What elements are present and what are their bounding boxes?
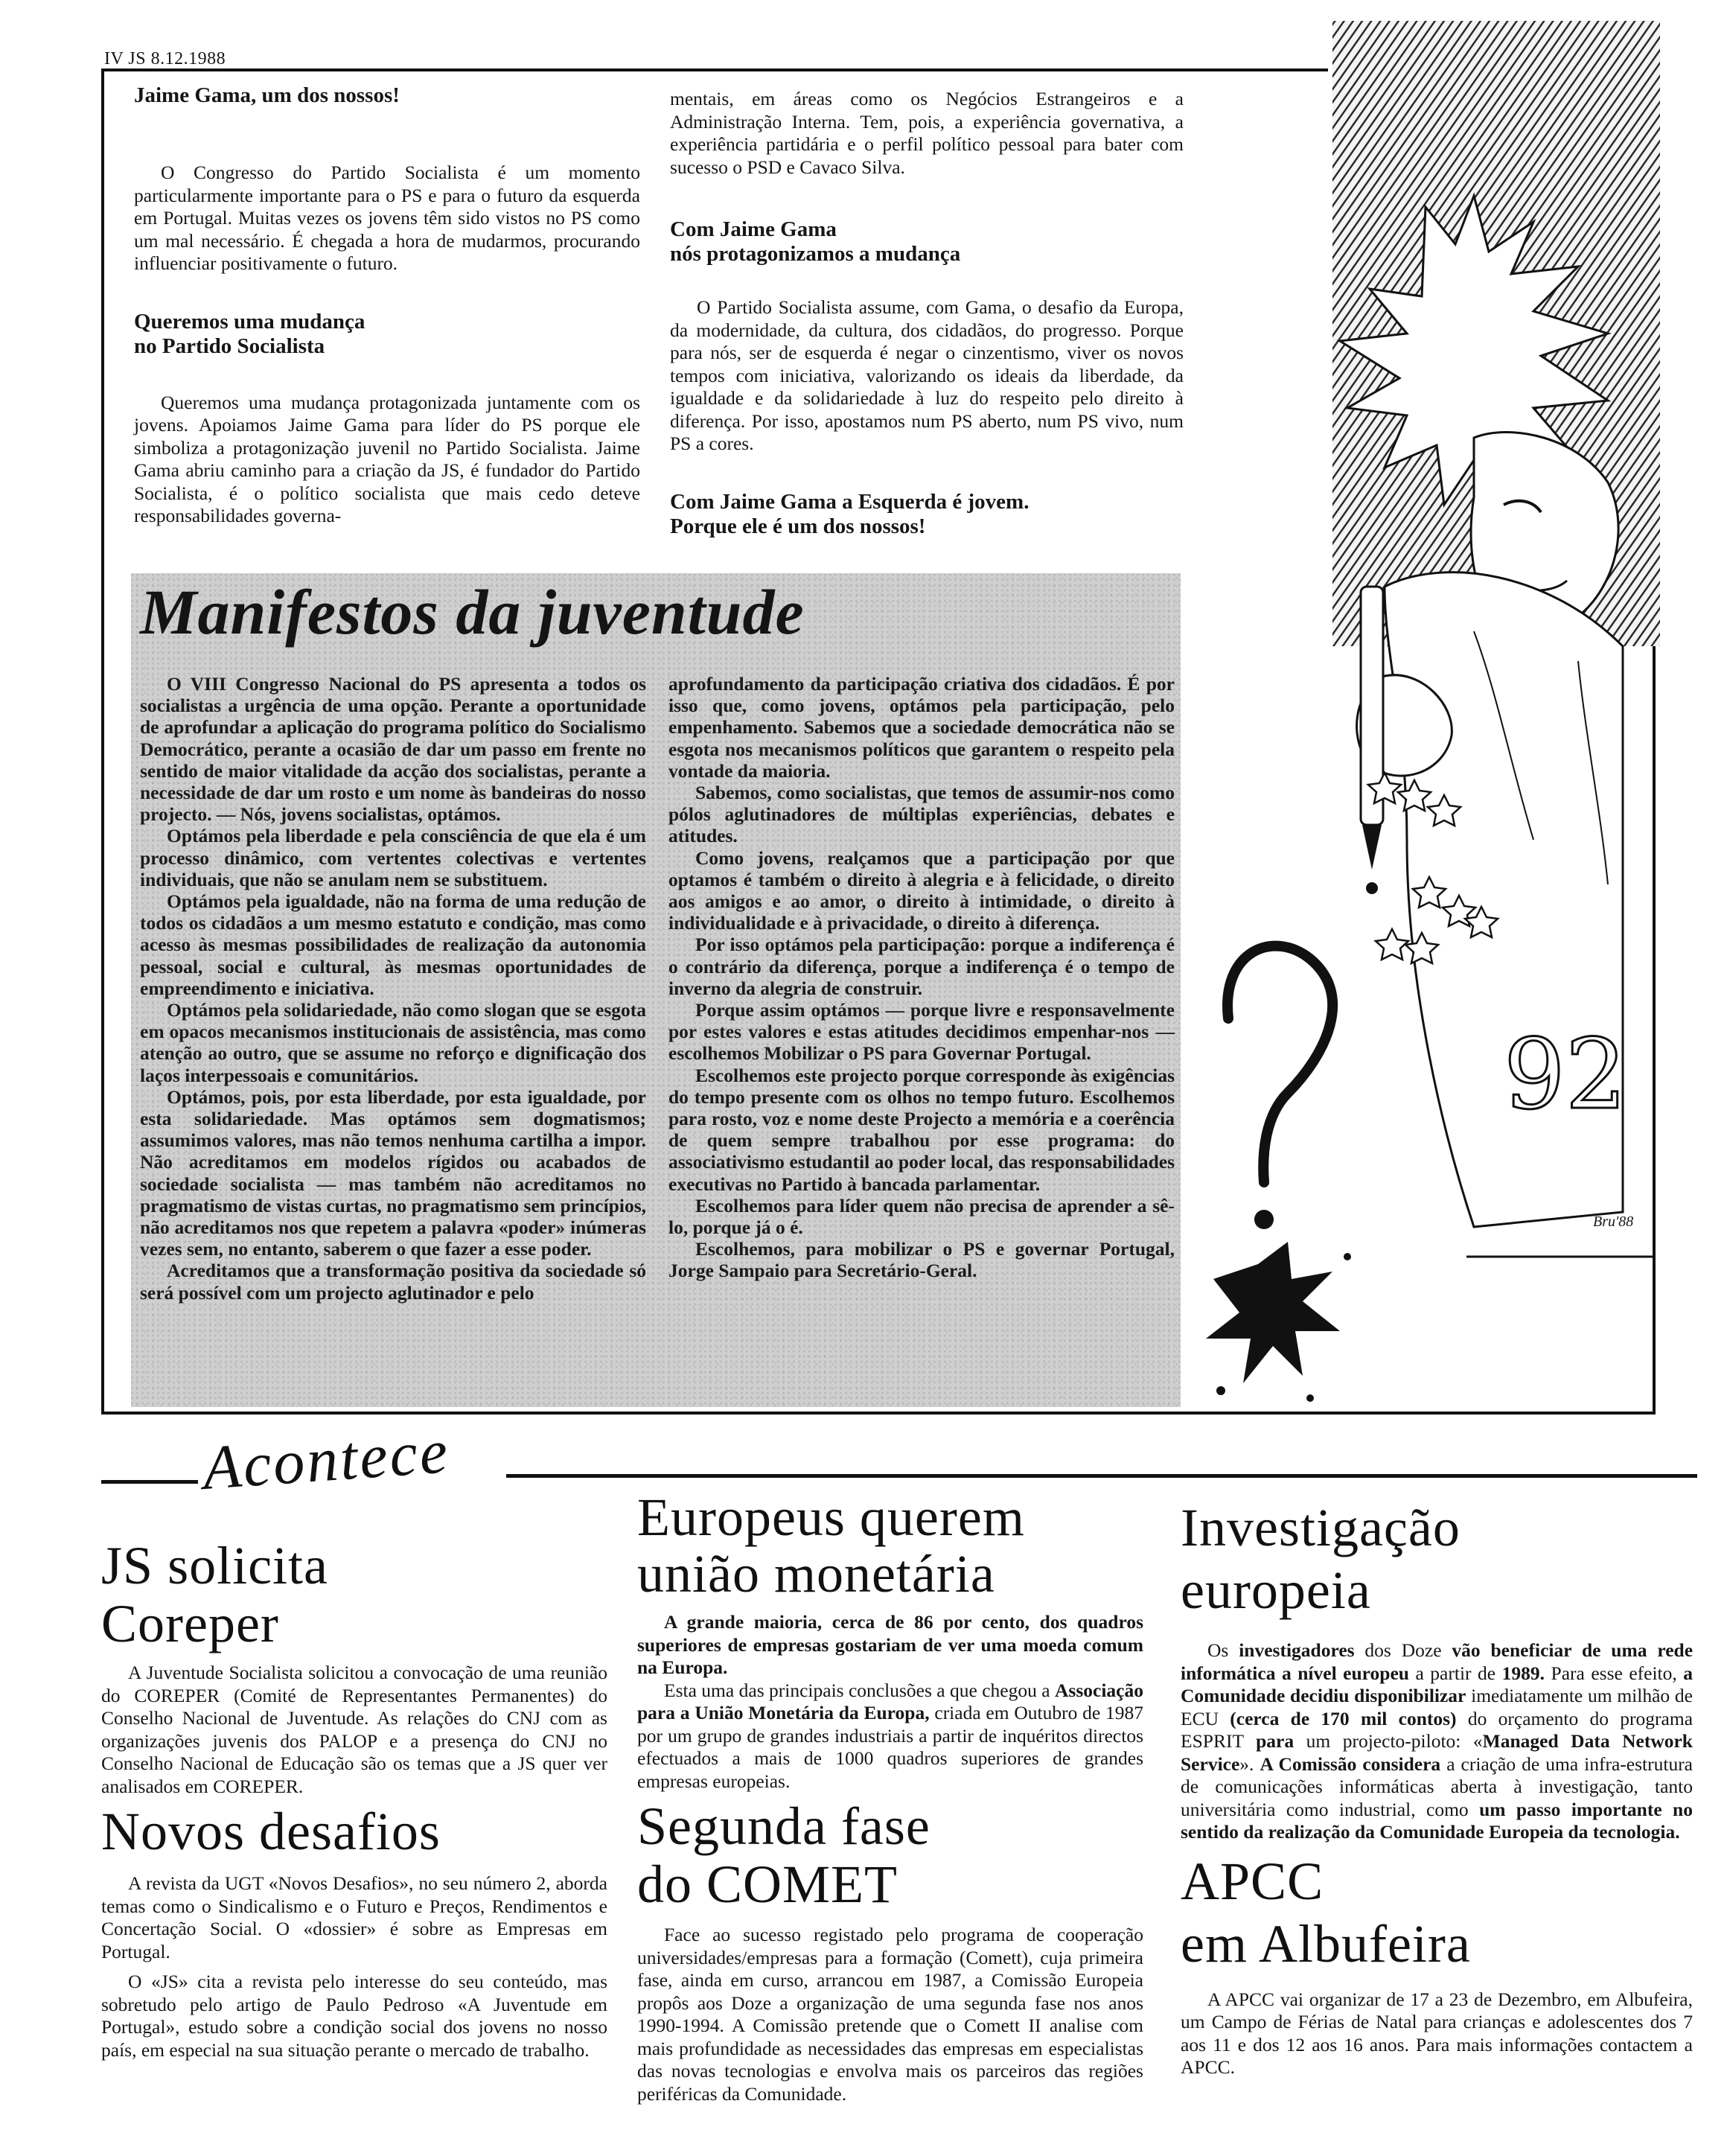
top-right-column [670, 88, 1184, 539]
manifest-right-paragraph: Escolhemos para líder quem não precisa de aprender a sê-lo, porque já o é. [668, 1194, 1175, 1239]
manifest-right-paragraph: Escolhemos, para mobilizar o PS e governar Portugal, Jorge Sampaio para Secretário-Geral. [668, 1238, 1175, 1282]
apcc-body: A APCC vai organizar de 17 a 23 de Dezembro, em Albufeira, um Campo de Férias de Natal para crianças e adolescentes dos 7 aos 11 e dos 12 aos 16 anos. Para mais informações contactem a APCC. [1181, 1988, 1693, 2078]
headline-comet: Segunda fase do COMET [637, 1796, 930, 1914]
manifest-left-paragraph: Optámos, pois, por esta liberdade, por esta igualdade, por esta solidariedade. Mas optámos sem dogmatismos; assumimos valores, mas não temos nenhuma cartilha a impor. Não acreditamos em modelos rígidos ou acabados de sociedade socialista — mas também não acreditamos no pragmatismo de vistas curtas, no pragmatismo sem princípios, não acreditamos nos que repetem a palavra «poder» inúmeras vezes sem, no entanto, saberem o que fazer a esse poder. [140, 1085, 646, 1260]
ink-splat-icon [1206, 1242, 1340, 1383]
acontece-rule-left [101, 1480, 198, 1484]
top-left-column [134, 83, 640, 528]
cartoon-illustration [1161, 21, 1667, 1420]
manifest-right-paragraph: Como jovens, realçamos que a participação por que optamos é também o direito à alegria e à felicidade, o direito aos amigos e ao amor, o direito à intimidade, o direito à individualidade e à privacidade, o direito à diferença. [668, 846, 1175, 934]
js-coreper-body: A Juventude Socialista solicitou a convocação de uma reunião do COREPER (Comité de Representantes Permanentes) do Conselho Nacional de Juventude. As relações do CNJ com as organizações juvenis dos PALOP e a presença do CNJ no Conselho Nacional de Educação são os temas que a JS quer ver analisados em COREPER. [101, 1662, 607, 1797]
manifest-right-paragraph: aprofundamento da participação criativa dos cidadãos. É por isso que, como jovens, optámos pela participação, pelo empenhamento. Sabemos que a sociedade democrática não se esgota nos mecanismos políticos que garantem o respeito pela vontade da maioria. [668, 673, 1175, 782]
headline-apcc: APCC em Albufeira [1181, 1851, 1471, 1974]
top-frame-left [101, 68, 104, 1415]
manifest-right-paragraph: Por isso optámos pela participação: porque a indiferença é o contrário da diferença, porque a indiferença é o tempo de inverno da alegria de construir. [668, 934, 1175, 999]
question-mark-icon [1228, 946, 1332, 1182]
shirt-number-92: 92 [1504, 1018, 1627, 1131]
manifest-left-paragraph: Optámos pela igualdade, não na forma de uma redução de todos os cidadãos a um mesmo estatuto e condição, mas como acesso às mesmas possibilidades de realização da autonomia pessoal, social e cultural, às mesmas oportunidades de empreendimento e iniciativa. [140, 890, 646, 999]
investigacao-body: Os investigadores dos Doze vão beneficiar de uma rede informática a nível europeu a partir de 1989. Para esse efeito, a Comunidade decidiu disponibilizar imediatamente um milhão de ECU (cerca de 170 mil contos) do orçamento do programa ESPRIT para um projecto-piloto: «Managed Data Network Service». A Comissão considera a criação de uma infra-estrutura de comunicações informáticas aberta à investigação, tanto universitária como industrial, como um passo importante no sentido da realização da Comunidade Europeia da tecnologia. [1181, 1639, 1694, 1843]
acontece-rule-right [506, 1474, 1697, 1478]
manifest-right-paragraph: Escolhemos este projecto porque corresponde às exigências do tempo presente com os olhos no tempo futuro. Escolhemos para rosto, voz e nome deste Projecto a memória e a coerência de quem sempre trabalhou por esse programa: do associativismo estudantil ao poder local, das responsabilidades executivas no Partido à bancada parlamentar. [668, 1064, 1175, 1195]
subhead-queremos: Queremos uma mudança no Partido Socialista [134, 309, 365, 358]
investigacao-block [1181, 1496, 1693, 2079]
illustration-signature: Bru'88 [1593, 1213, 1634, 1230]
manifest-right-paragraph: Sabemos, como socialistas, que temos de assumir-nos como pólos aglutinadores de múltiplas experiências, debates e atitudes. [668, 782, 1175, 847]
comet-body: Face ao sucesso registado pelo programa de cooperação universidades/empresas para a formação (Comett), cuja primeira fase, ainda em curso, arrancou em 1987, a Comissão Europeia propôs aos Doze a organização de uma segunda fase nos anos 1990-1994. A Comissão pretende que o Comett II analise com mais profundidade as necessidades das empresas em especialistas das novas tecnologias e envolva mais os parceiros das regiões periféricas da Comunidade. [637, 1924, 1143, 2105]
article-cont: mentais, em áreas como os Negócios Estrangeiros e a Administração Interna. Tem, pois, a experiência governativa, a experiência partidária e o perfil político pessoal para bater com sucesso o PSD e Cavaco Silva. [670, 88, 1184, 178]
manifest-left-column [140, 673, 646, 1304]
headline-europeus: Europeus querem união monetária [637, 1487, 1025, 1604]
article-para-right: O Partido Socialista assume, com Gama, o desafio da Europa, da modernidade, da cultura, dos cidadãos, do progresso. Porque para nós, ser de esquerda é negar o cinzentismo, viver os novos tempos com iniciativa, valorizando os ideais da liberdade, da igualdade e da solidariedade à luz do respeito pelo direito à diferença. Por isso, apostamos num PS aberto, num PS vivo, num PS a cores. [670, 296, 1184, 454]
manifest-left-paragraph: Optámos pela liberdade e pela consciência de que ela é um processo dinâmico, com vertentes colectivas e vertentes individuais, que não se anulam nem se substituem. [140, 825, 646, 890]
article-para-2: Queremos uma mudança protagonizada juntamente com os jovens. Apoiamos Jaime Gama para líder do PS porque ele simboliza a protagonização juvenil no Partido Socialista. Jaime Gama abriu caminho para a criação da JS, é fundador do Partido Socialista, é o político socialista que mais cedo deteve responsabilidades governa- [134, 391, 640, 526]
headline-investigacao: Investigação europeia [1181, 1498, 1461, 1620]
issue-line: IV JS 8.12.1988 [104, 49, 226, 68]
europeus-block [637, 1489, 1143, 2105]
manifest-right-paragraph: Porque assim optámos — porque livre e responsavelmente por estes valores e estas atitudes decidimos empenhar-nos — escolhemos Mobilizar o PS para Governar Portugal. [668, 999, 1175, 1065]
star-icon [1376, 929, 1408, 960]
acontece-banner: Acontece [200, 1417, 452, 1504]
js-coreper-block [101, 1537, 607, 2061]
header-rule [101, 68, 1328, 71]
subhead-com-gama: Com Jaime Gama nós protagonizamos a mudança [670, 217, 961, 266]
headline-novos-desafios: Novos desafios [101, 1802, 441, 1861]
europeus-body: A grande maioria, cerca de 86 por cento, dos quadros superiores de empresas gostariam de ver uma moeda comum na Europa. Esta uma das principais conclusões a que chegou a Associação para a União Monetária da Europa, criada em Outubro de 1987 por um grupo de grandes industriais a partir de inquéritos directos efectuados a mais de 1000 quadros superiores de grandes empresas europeias. [637, 1611, 1143, 1792]
manifest-title: Manifestos da juventude [140, 576, 805, 648]
article-closing: Com Jaime Gama a Esquerda é jovem. Porque ele é um dos nossos! [670, 489, 1030, 538]
manifest-right-column [668, 673, 1175, 1282]
manifest-left-paragraph: O VIII Congresso Nacional do PS apresenta a todos os socialistas a urgência de uma opção. Perante a oportunidade de aprofundar a aplicação do programa político do Socialismo Democrático, perante a ocasião de dar um passo em frente no sentido de maior vitalidade da acção dos socialistas, perante a necessidade de dar um rosto e um nome às bandeiras do nosso projecto. — Nós, jovens socialistas, optámos. [140, 673, 646, 826]
headline-js-coreper: JS solicita Coreper [101, 1536, 329, 1653]
novos-desafios-body: A revista da UGT «Novos Desafios», no seu número 2, aborda temas como o Sindicalismo e o Futuro e Preços, Rendimentos e Concertação Social. O «dossier» é sobre as Empresas em Portugal. O «JS» cita a revista pelo interesse do seu conteúdo, mas sobretudo pelo artigo de Paulo Pedroso «A Juventude em Portugal», estudo sobre a condição social dos jovens no nosso país, em especial na sua situação perante o mercado de trabalho. [101, 1872, 607, 2061]
article-intro: O Congresso do Partido Socialista é um momento particularmente importante para o PS e para o futuro da esquerda em Portugal. Muitas vezes os jovens têm sido vistos no PS como um mal necessário. É chegada a hora de mudarmos, procurando influenciar positivamente o futuro. [134, 162, 640, 274]
manifest-left-paragraph: Optámos pela solidariedade, não como slogan que se esgota em opacos mecanismos institucionais de assistência, mas como atenção ao outro, que se assume no reforço e dignificação dos laços interpessoais e comunitários. [140, 999, 646, 1086]
article-title: Jaime Gama, um dos nossos! [134, 83, 400, 107]
manifest-left-paragraph: Acreditamos que a transformação positiva da sociedade só será possível com um projecto aglutinador e pelo [140, 1260, 646, 1304]
